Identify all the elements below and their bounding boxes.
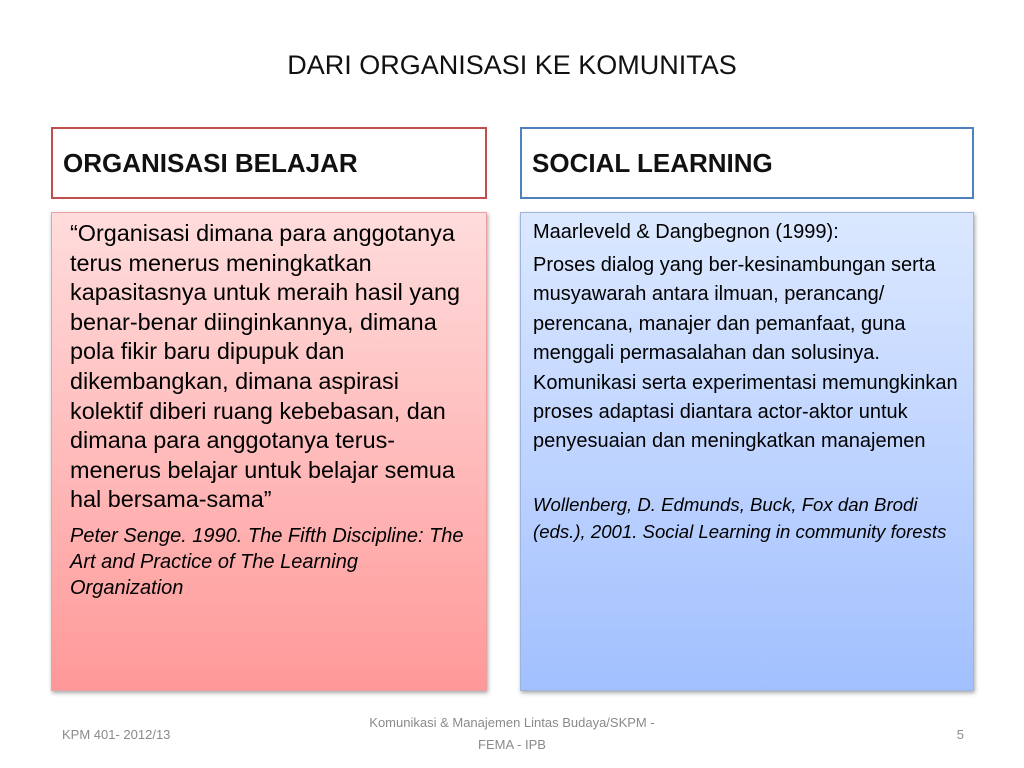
slide-number: 5	[956, 727, 964, 742]
organisasi-belajar-quote: “Organisasi dimana para anggotanya terus menerus meningkatkan kapasitasnya untuk meraih hasil yang benar-benar diinginkannya, dimana pola fikir baru dipupuk dan dikembangkan, dimana aspirasi kolektif diberi ruang kebebasan, dan dimana para anggotanya terus-menerus belajar untuk belajar semua hal bersama-sama”	[70, 220, 461, 513]
social-learning-definition: Proses dialog yang ber-kesinambungan serta musyawarah antara ilmuan, perancang/ perencana, manajer dan pemanfaat, guna menggali permasalahan dan solusinya. Komunikasi serta experimentasi memungkinkan proses adaptasi diantara actor-aktor untuk penyesuaian dan meningkatkan manajemen	[533, 254, 958, 453]
right-column-header-label: SOCIAL LEARNING	[532, 147, 773, 178]
right-reference: Wollenberg, D. Edmunds, Buck, Fox dan Brodi (eds.), 2001. Social Learning in community forests	[533, 493, 947, 542]
slide-title: DARI ORGANISASI KE KOMUNITAS	[287, 50, 737, 80]
left-reference: Peter Senge. 1990. The Fifth Discipline: The Art and Practice of The Learning Organization	[70, 524, 464, 599]
left-content-panel	[51, 212, 487, 691]
right-column-header	[520, 127, 974, 199]
social-learning-intro: Maarleveld & Dangbegnon (1999):	[533, 221, 839, 243]
footer-course-code: KPM 401- 2012/13	[62, 727, 171, 742]
right-content-panel	[520, 212, 974, 691]
left-column-header-label: ORGANISASI BELAJAR	[63, 147, 358, 178]
footer-course-name: Komunikasi & Manajemen Lintas Budaya/SKPM - FEMA - IPB	[369, 715, 655, 752]
left-column-header	[51, 127, 487, 199]
